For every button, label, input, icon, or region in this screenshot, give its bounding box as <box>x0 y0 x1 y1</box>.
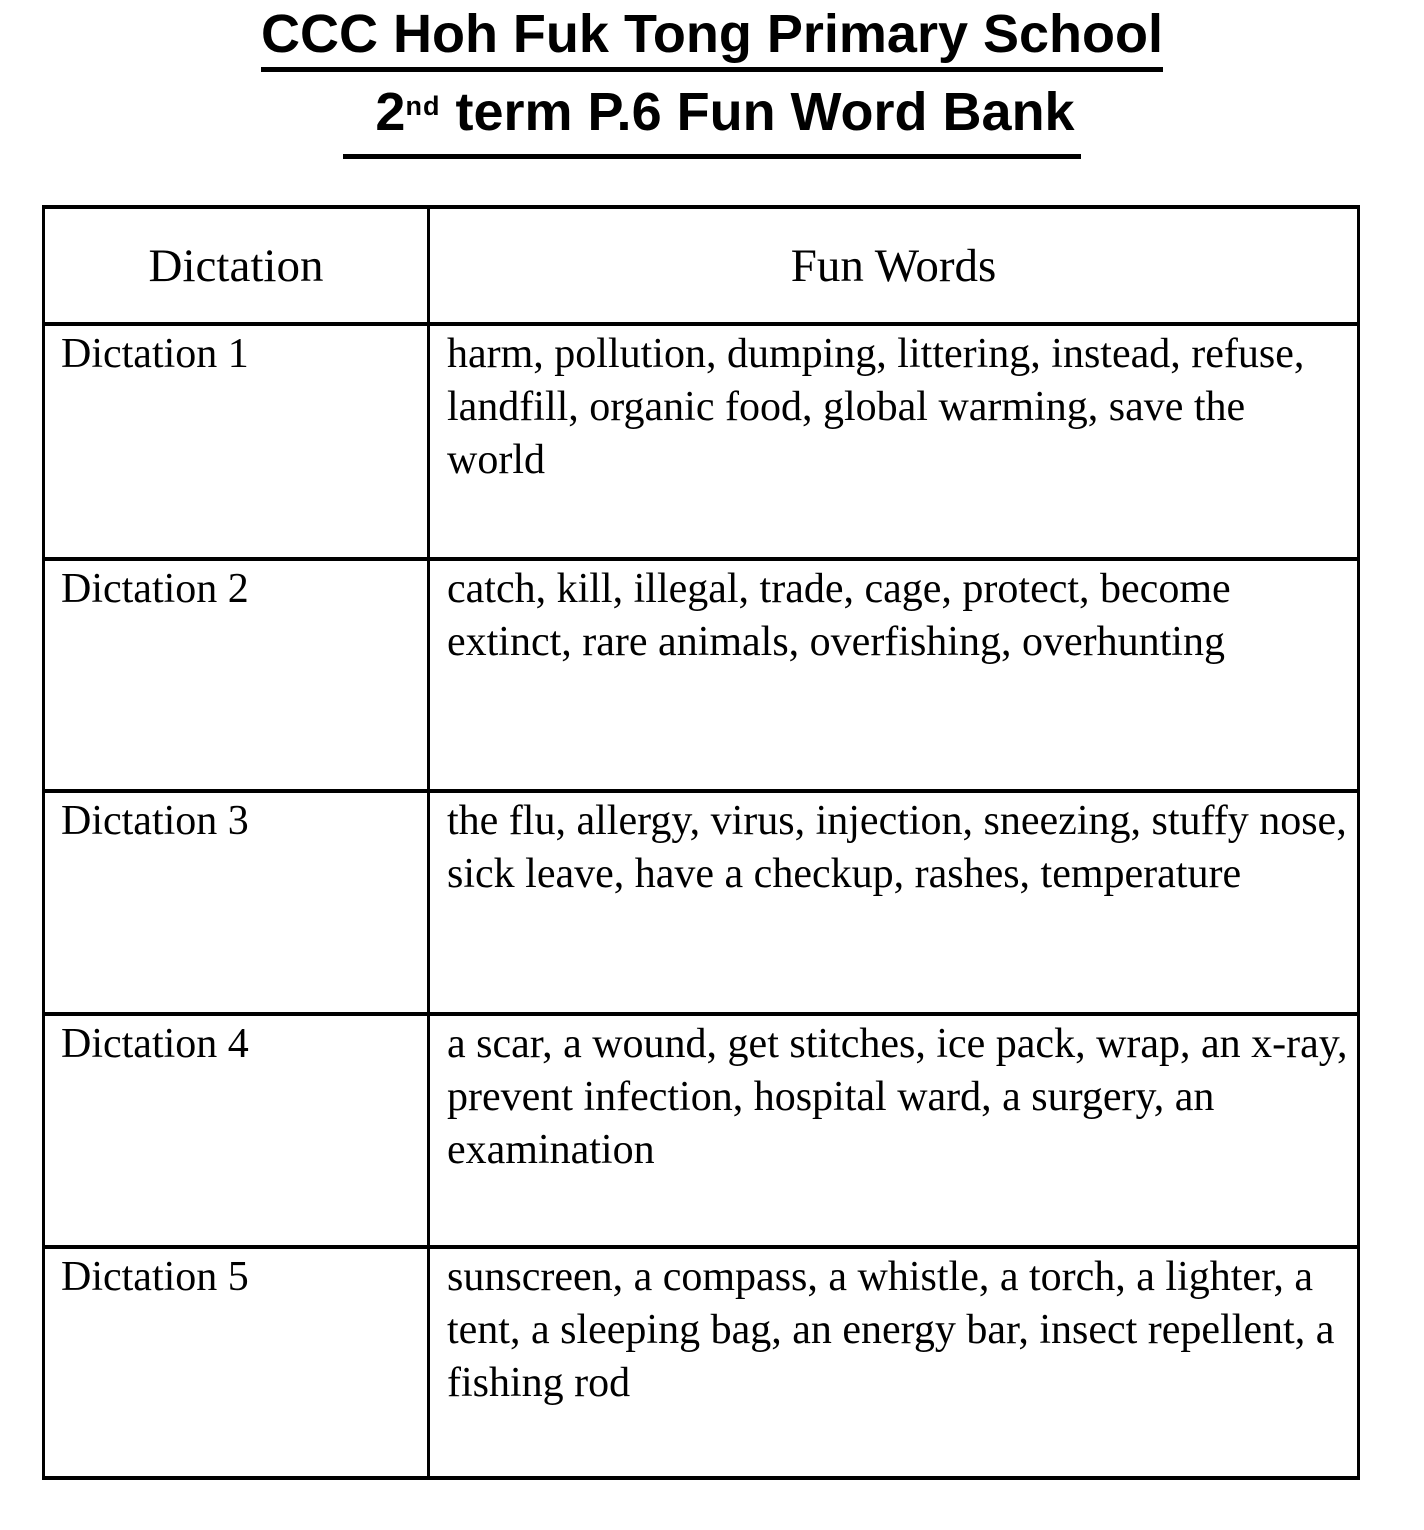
dictation-1-fun-words: harm, pollution, dumping, littering, instead, refuse, landfill, organic food, global warming, save the world <box>429 324 1359 559</box>
school-name: CCC Hoh Fuk Tong Primary School <box>261 6 1163 72</box>
table-row <box>44 1014 1359 1247</box>
column-header-dictation: Dictation <box>44 207 429 324</box>
table-header-row <box>44 207 1359 324</box>
dictation-5-label: Dictation 5 <box>44 1247 429 1478</box>
subtitle-ordinal-superscript: nd <box>405 91 441 122</box>
dictation-4-label: Dictation 4 <box>44 1014 429 1247</box>
dictation-2-fun-words: catch, kill, illegal, trade, cage, protect, become extinct, rare animals, overfishing, overhunting <box>429 559 1359 791</box>
subtitle-term-number: 2 <box>375 82 406 142</box>
subtitle-text: term P.6 Fun Word Bank <box>440 82 1075 142</box>
dictation-2-label: Dictation 2 <box>44 559 429 791</box>
dictation-1-label: Dictation 1 <box>44 324 429 559</box>
dictation-5-fun-words: sunscreen, a compass, a whistle, a torch, a lighter, a tent, a sleeping bag, an energy bar, insect repellent, a fishing rod <box>429 1247 1359 1478</box>
column-header-fun-words: Fun Words <box>429 207 1359 324</box>
table-row <box>44 1247 1359 1478</box>
table-row <box>44 324 1359 559</box>
dictation-3-fun-words: the flu, allergy, virus, injection, sneezing, stuffy nose, sick leave, have a checkup, rashes, temperature <box>429 791 1359 1014</box>
dictation-4-fun-words: a scar, a wound, get stitches, ice pack, wrap, an x-ray, prevent infection, hospital ward, a surgery, an examination <box>429 1014 1359 1247</box>
dictation-3-label: Dictation 3 <box>44 791 429 1014</box>
title-line-1 <box>0 6 1424 72</box>
table-row <box>44 559 1359 791</box>
document-title <box>0 6 1424 159</box>
table-row <box>44 791 1359 1014</box>
subtitle <box>343 84 1080 159</box>
word-bank-table <box>42 205 1360 1480</box>
title-line-2 <box>0 84 1424 159</box>
